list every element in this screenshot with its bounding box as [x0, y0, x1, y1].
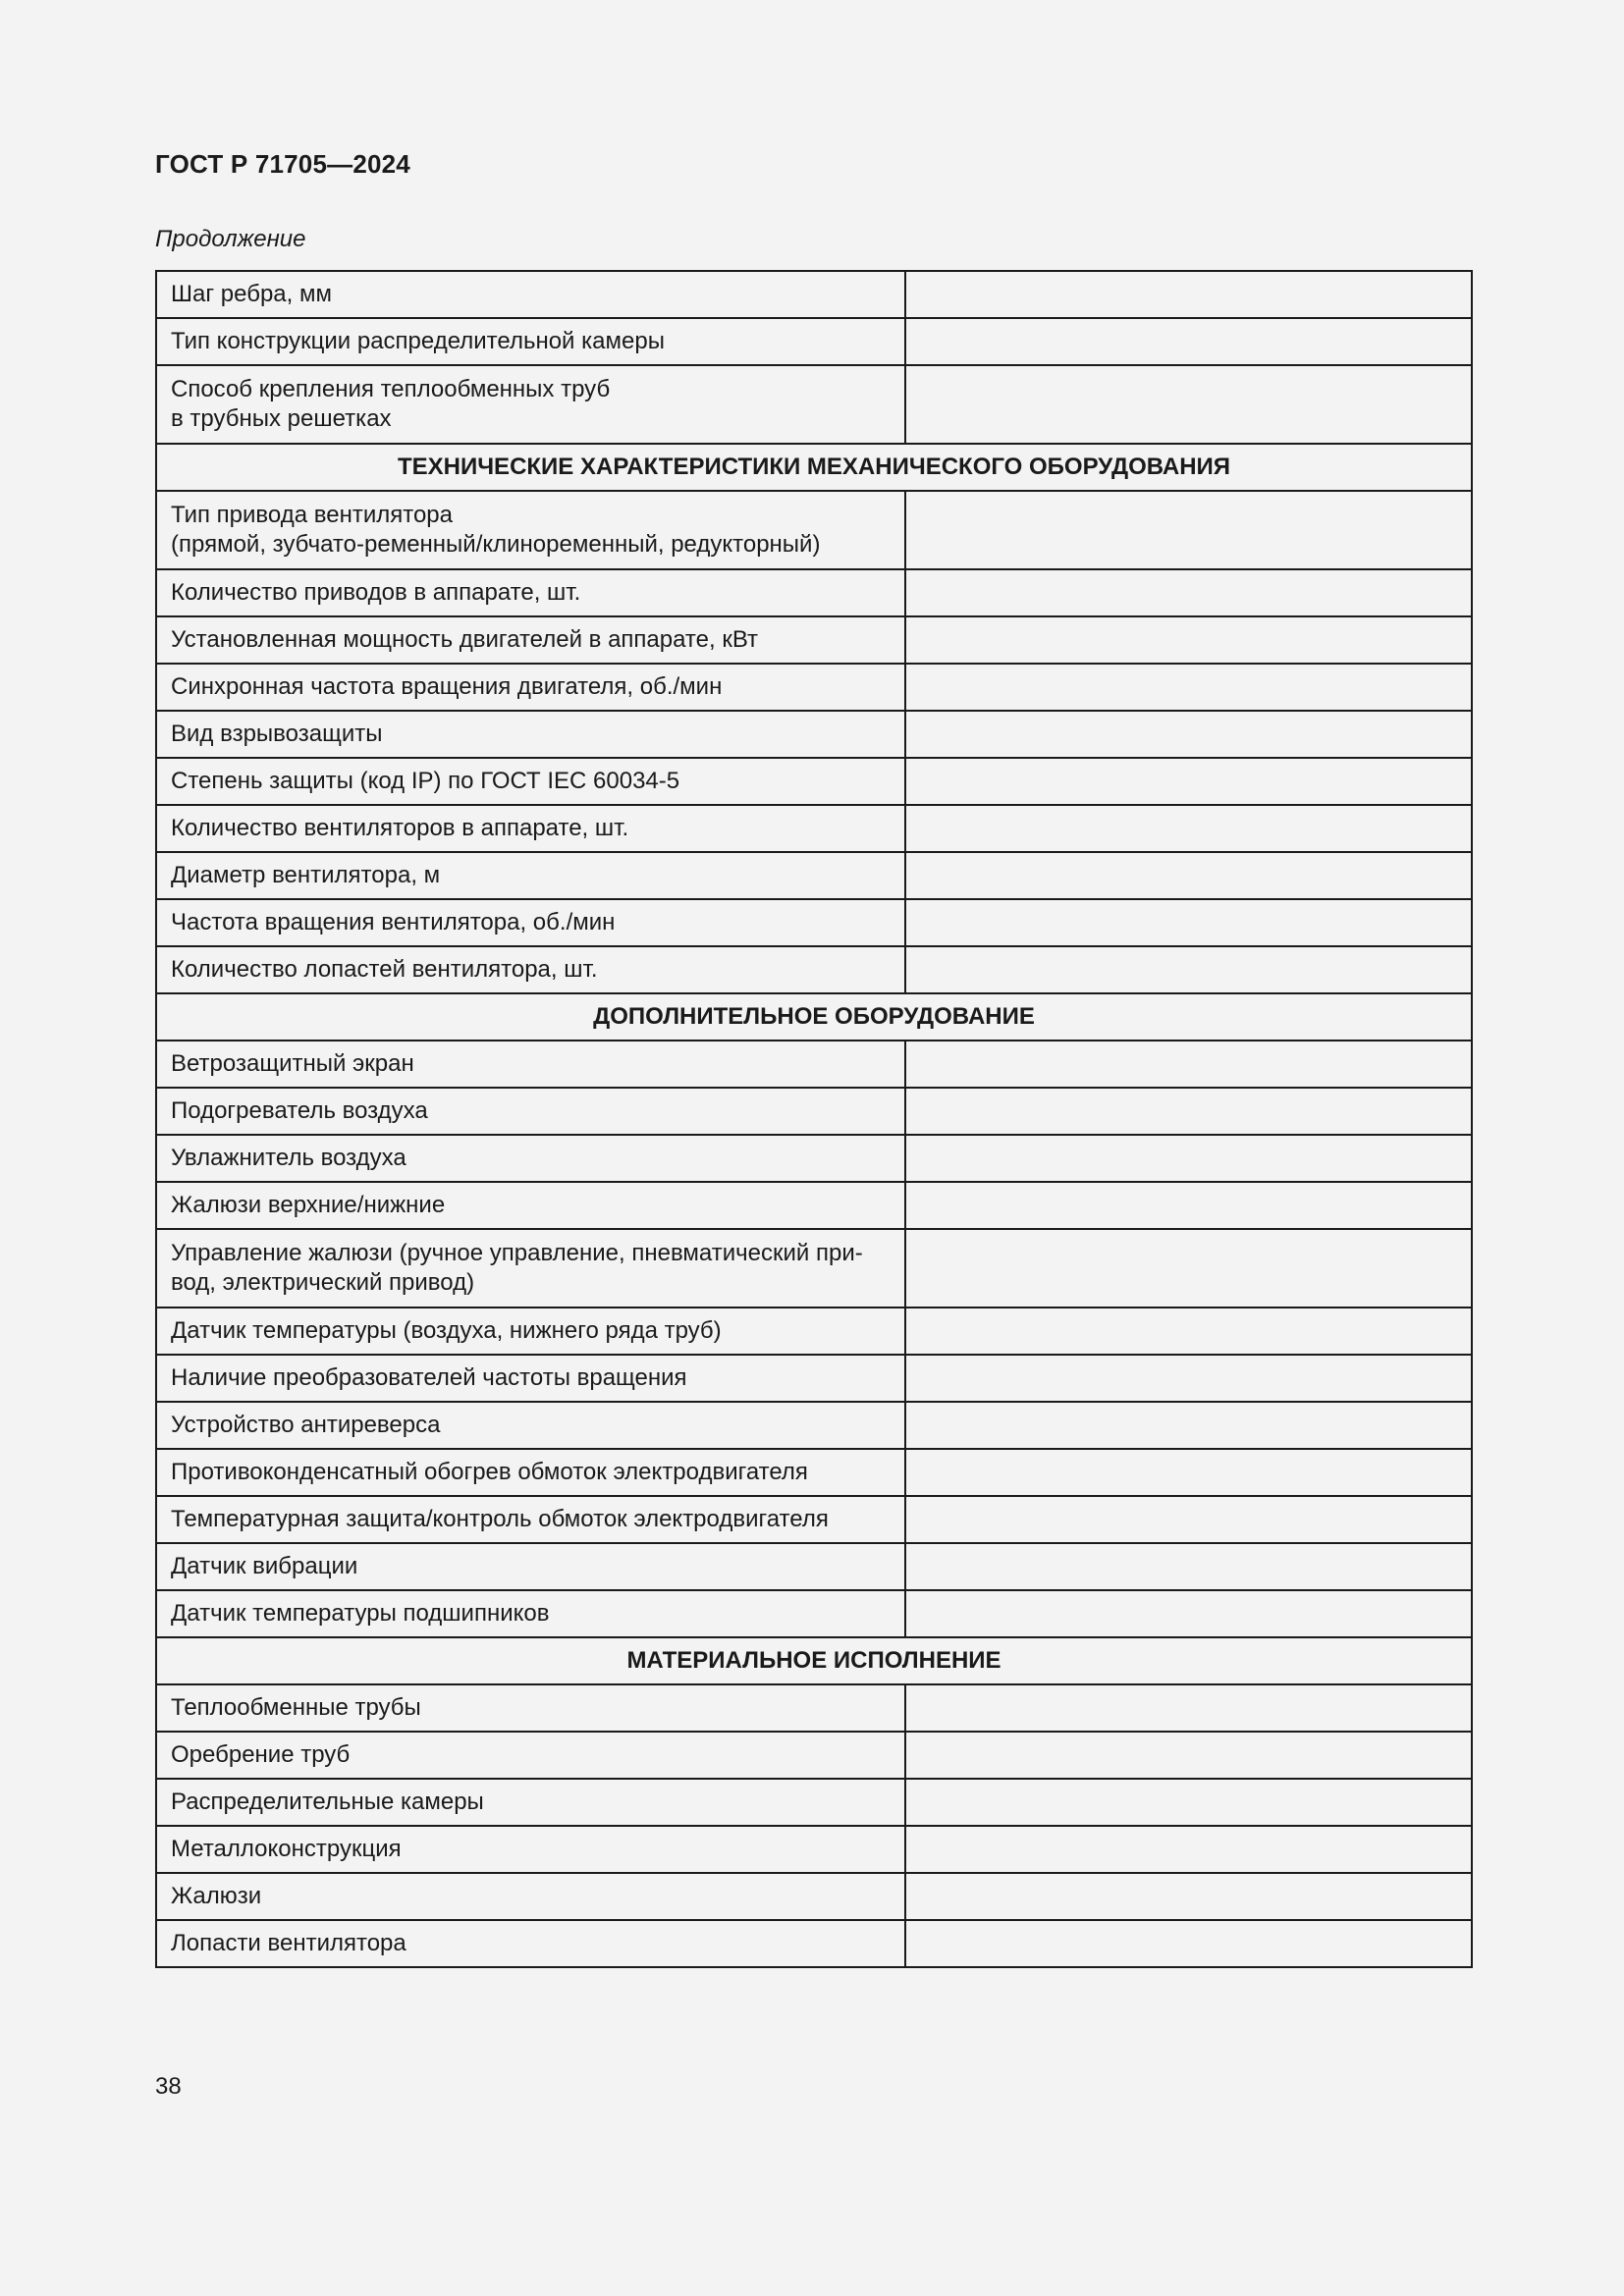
parameter-text-line: Теплообменные трубы [171, 1694, 421, 1721]
parameter-cell [156, 1732, 905, 1779]
parameter-text-line: Распределительные камеры [171, 1789, 484, 1815]
table-row [156, 1135, 1472, 1182]
value-cell [905, 758, 1472, 805]
table-row [156, 365, 1472, 444]
value-cell [905, 664, 1472, 711]
parameter-text-line: Установленная мощность двигателей в аппарате, кВт [171, 626, 759, 653]
value-cell [905, 805, 1472, 852]
parameter-text-line: Увлажнитель воздуха [171, 1145, 406, 1171]
parameter-cell [156, 664, 905, 711]
parameter-text-line: Частота вращения вентилятора, об./мин [171, 909, 616, 935]
parameter-text-line: Датчик температуры подшипников [171, 1600, 550, 1627]
value-cell [905, 852, 1472, 899]
table-row [156, 1402, 1472, 1449]
parameter-text-line: Металлоконструкция [171, 1836, 402, 1862]
value-cell [905, 1041, 1472, 1088]
value-cell [905, 1826, 1472, 1873]
table-row [156, 758, 1472, 805]
parameter-cell [156, 318, 905, 365]
parameter-cell [156, 711, 905, 758]
value-cell [905, 1088, 1472, 1135]
parameter-text-line: Противоконденсатный обогрев обмоток электродвигателя [171, 1459, 808, 1485]
section-header-row [156, 993, 1472, 1041]
table-row [156, 1229, 1472, 1308]
parameter-cell [156, 1543, 905, 1590]
value-cell [905, 711, 1472, 758]
value-cell [905, 1402, 1472, 1449]
table-row [156, 1920, 1472, 1967]
section-title: ДОПОЛНИТЕЛЬНОЕ ОБОРУДОВАНИЕ [156, 993, 1472, 1041]
parameter-text-line: Ветрозащитный экран [171, 1050, 414, 1077]
table-row [156, 1779, 1472, 1826]
parameter-text-line: Шаг ребра, мм [171, 281, 332, 307]
parameter-text-line: Количество лопастей вентилятора, шт. [171, 956, 598, 983]
parameter-text-line: Количество приводов в аппарате, шт. [171, 579, 581, 606]
value-cell [905, 365, 1472, 444]
table-row [156, 805, 1472, 852]
continuation-label: Продолжение [155, 226, 306, 252]
parameter-cell [156, 569, 905, 616]
parameter-cell [156, 1684, 905, 1732]
table-row [156, 1684, 1472, 1732]
value-cell [905, 1873, 1472, 1920]
table-row [156, 1355, 1472, 1402]
table-row [156, 616, 1472, 664]
parameter-text-line: Вид взрывозащиты [171, 721, 383, 747]
section-header-row [156, 444, 1472, 491]
parameter-text-line: Подогреватель воздуха [171, 1097, 428, 1124]
document-code: ГОСТ Р 71705—2024 [155, 149, 410, 179]
parameter-cell [156, 616, 905, 664]
parameter-text-line: Датчик вибрации [171, 1553, 358, 1579]
table-row [156, 491, 1472, 569]
table-row [156, 899, 1472, 946]
parameter-cell [156, 1920, 905, 1967]
parameter-text-line: Лопасти вентилятора [171, 1930, 406, 1956]
table-row [156, 271, 1472, 318]
section-title: ТЕХНИЧЕСКИЕ ХАРАКТЕРИСТИКИ МЕХАНИЧЕСКОГО ОБОРУДОВАНИЯ [156, 444, 1472, 491]
parameter-text-line: Степень защиты (код IP) по ГОСТ IEC 60034-5 [171, 768, 680, 794]
value-cell [905, 1590, 1472, 1637]
value-cell [905, 569, 1472, 616]
parameter-text-line: Устройство антиреверса [171, 1412, 441, 1438]
table-row [156, 1873, 1472, 1920]
parameter-cell [156, 1229, 905, 1308]
parameter-cell [156, 1088, 905, 1135]
table-row [156, 1182, 1472, 1229]
parameter-cell [156, 491, 905, 569]
value-cell [905, 1684, 1472, 1732]
specification-table-body [156, 271, 1472, 1967]
parameter-cell [156, 1779, 905, 1826]
parameter-cell [156, 1355, 905, 1402]
table-row [156, 1496, 1472, 1543]
parameter-text-line: Жалюзи верхние/нижние [171, 1192, 446, 1218]
value-cell [905, 1135, 1472, 1182]
parameter-text-line: Диаметр вентилятора, м [171, 862, 441, 888]
parameter-cell [156, 1873, 905, 1920]
value-cell [905, 271, 1472, 318]
parameter-cell [156, 758, 905, 805]
table-row [156, 569, 1472, 616]
value-cell [905, 1920, 1472, 1967]
parameter-cell [156, 271, 905, 318]
value-cell [905, 946, 1472, 993]
value-cell [905, 318, 1472, 365]
table-row [156, 946, 1472, 993]
value-cell [905, 1732, 1472, 1779]
value-cell [905, 1229, 1472, 1308]
section-header-row [156, 1637, 1472, 1684]
value-cell [905, 899, 1472, 946]
parameter-text-line: Оребрение труб [171, 1741, 351, 1768]
parameter-cell [156, 365, 905, 444]
parameter-text-line: Датчик температуры (воздуха, нижнего ряда труб) [171, 1317, 722, 1344]
parameter-text-line: (прямой, зубчато-ременный/клиноременный, редукторный) [171, 531, 821, 558]
value-cell [905, 1449, 1472, 1496]
table-row [156, 1308, 1472, 1355]
parameter-cell [156, 1402, 905, 1449]
table-row [156, 664, 1472, 711]
page-number: 38 [155, 2073, 182, 2100]
parameter-text-line: Количество вентиляторов в аппарате, шт. [171, 815, 629, 841]
table-row [156, 1826, 1472, 1873]
parameter-cell [156, 1041, 905, 1088]
table-row [156, 711, 1472, 758]
value-cell [905, 1496, 1472, 1543]
table-row [156, 1088, 1472, 1135]
table-row [156, 1041, 1472, 1088]
parameter-text-line: Наличие преобразователей частоты вращения [171, 1364, 687, 1391]
parameter-text-line: Синхронная частота вращения двигателя, об./мин [171, 673, 723, 700]
parameter-text-line: вод, электрический привод) [171, 1269, 475, 1296]
parameter-text-line: Жалюзи [171, 1883, 262, 1909]
parameter-text-line: Управление жалюзи (ручное управление, пневматический при- [171, 1240, 863, 1266]
parameter-text-line: в трубных решетках [171, 405, 392, 432]
parameter-cell [156, 899, 905, 946]
value-cell [905, 1308, 1472, 1355]
parameter-text-line: Тип привода вентилятора [171, 502, 453, 528]
value-cell [905, 1543, 1472, 1590]
parameter-text-line: Способ крепления теплообменных труб [171, 376, 611, 402]
parameter-cell [156, 946, 905, 993]
parameter-cell [156, 1496, 905, 1543]
table-row [156, 1590, 1472, 1637]
specification-table [155, 270, 1473, 1968]
parameter-cell [156, 805, 905, 852]
table-row [156, 1543, 1472, 1590]
section-title: МАТЕРИАЛЬНОЕ ИСПОЛНЕНИЕ [156, 1637, 1472, 1684]
parameter-cell [156, 1135, 905, 1182]
value-cell [905, 491, 1472, 569]
parameter-cell [156, 852, 905, 899]
parameter-cell [156, 1182, 905, 1229]
parameter-cell [156, 1826, 905, 1873]
value-cell [905, 1779, 1472, 1826]
table-row [156, 852, 1472, 899]
value-cell [905, 1182, 1472, 1229]
parameter-text-line: Температурная защита/контроль обмоток электродвигателя [171, 1506, 829, 1532]
parameter-text-line: Тип конструкции распределительной камеры [171, 328, 665, 354]
table-row [156, 1732, 1472, 1779]
parameter-cell [156, 1308, 905, 1355]
parameter-cell [156, 1590, 905, 1637]
value-cell [905, 1355, 1472, 1402]
table-row [156, 1449, 1472, 1496]
table-row [156, 318, 1472, 365]
value-cell [905, 616, 1472, 664]
parameter-cell [156, 1449, 905, 1496]
